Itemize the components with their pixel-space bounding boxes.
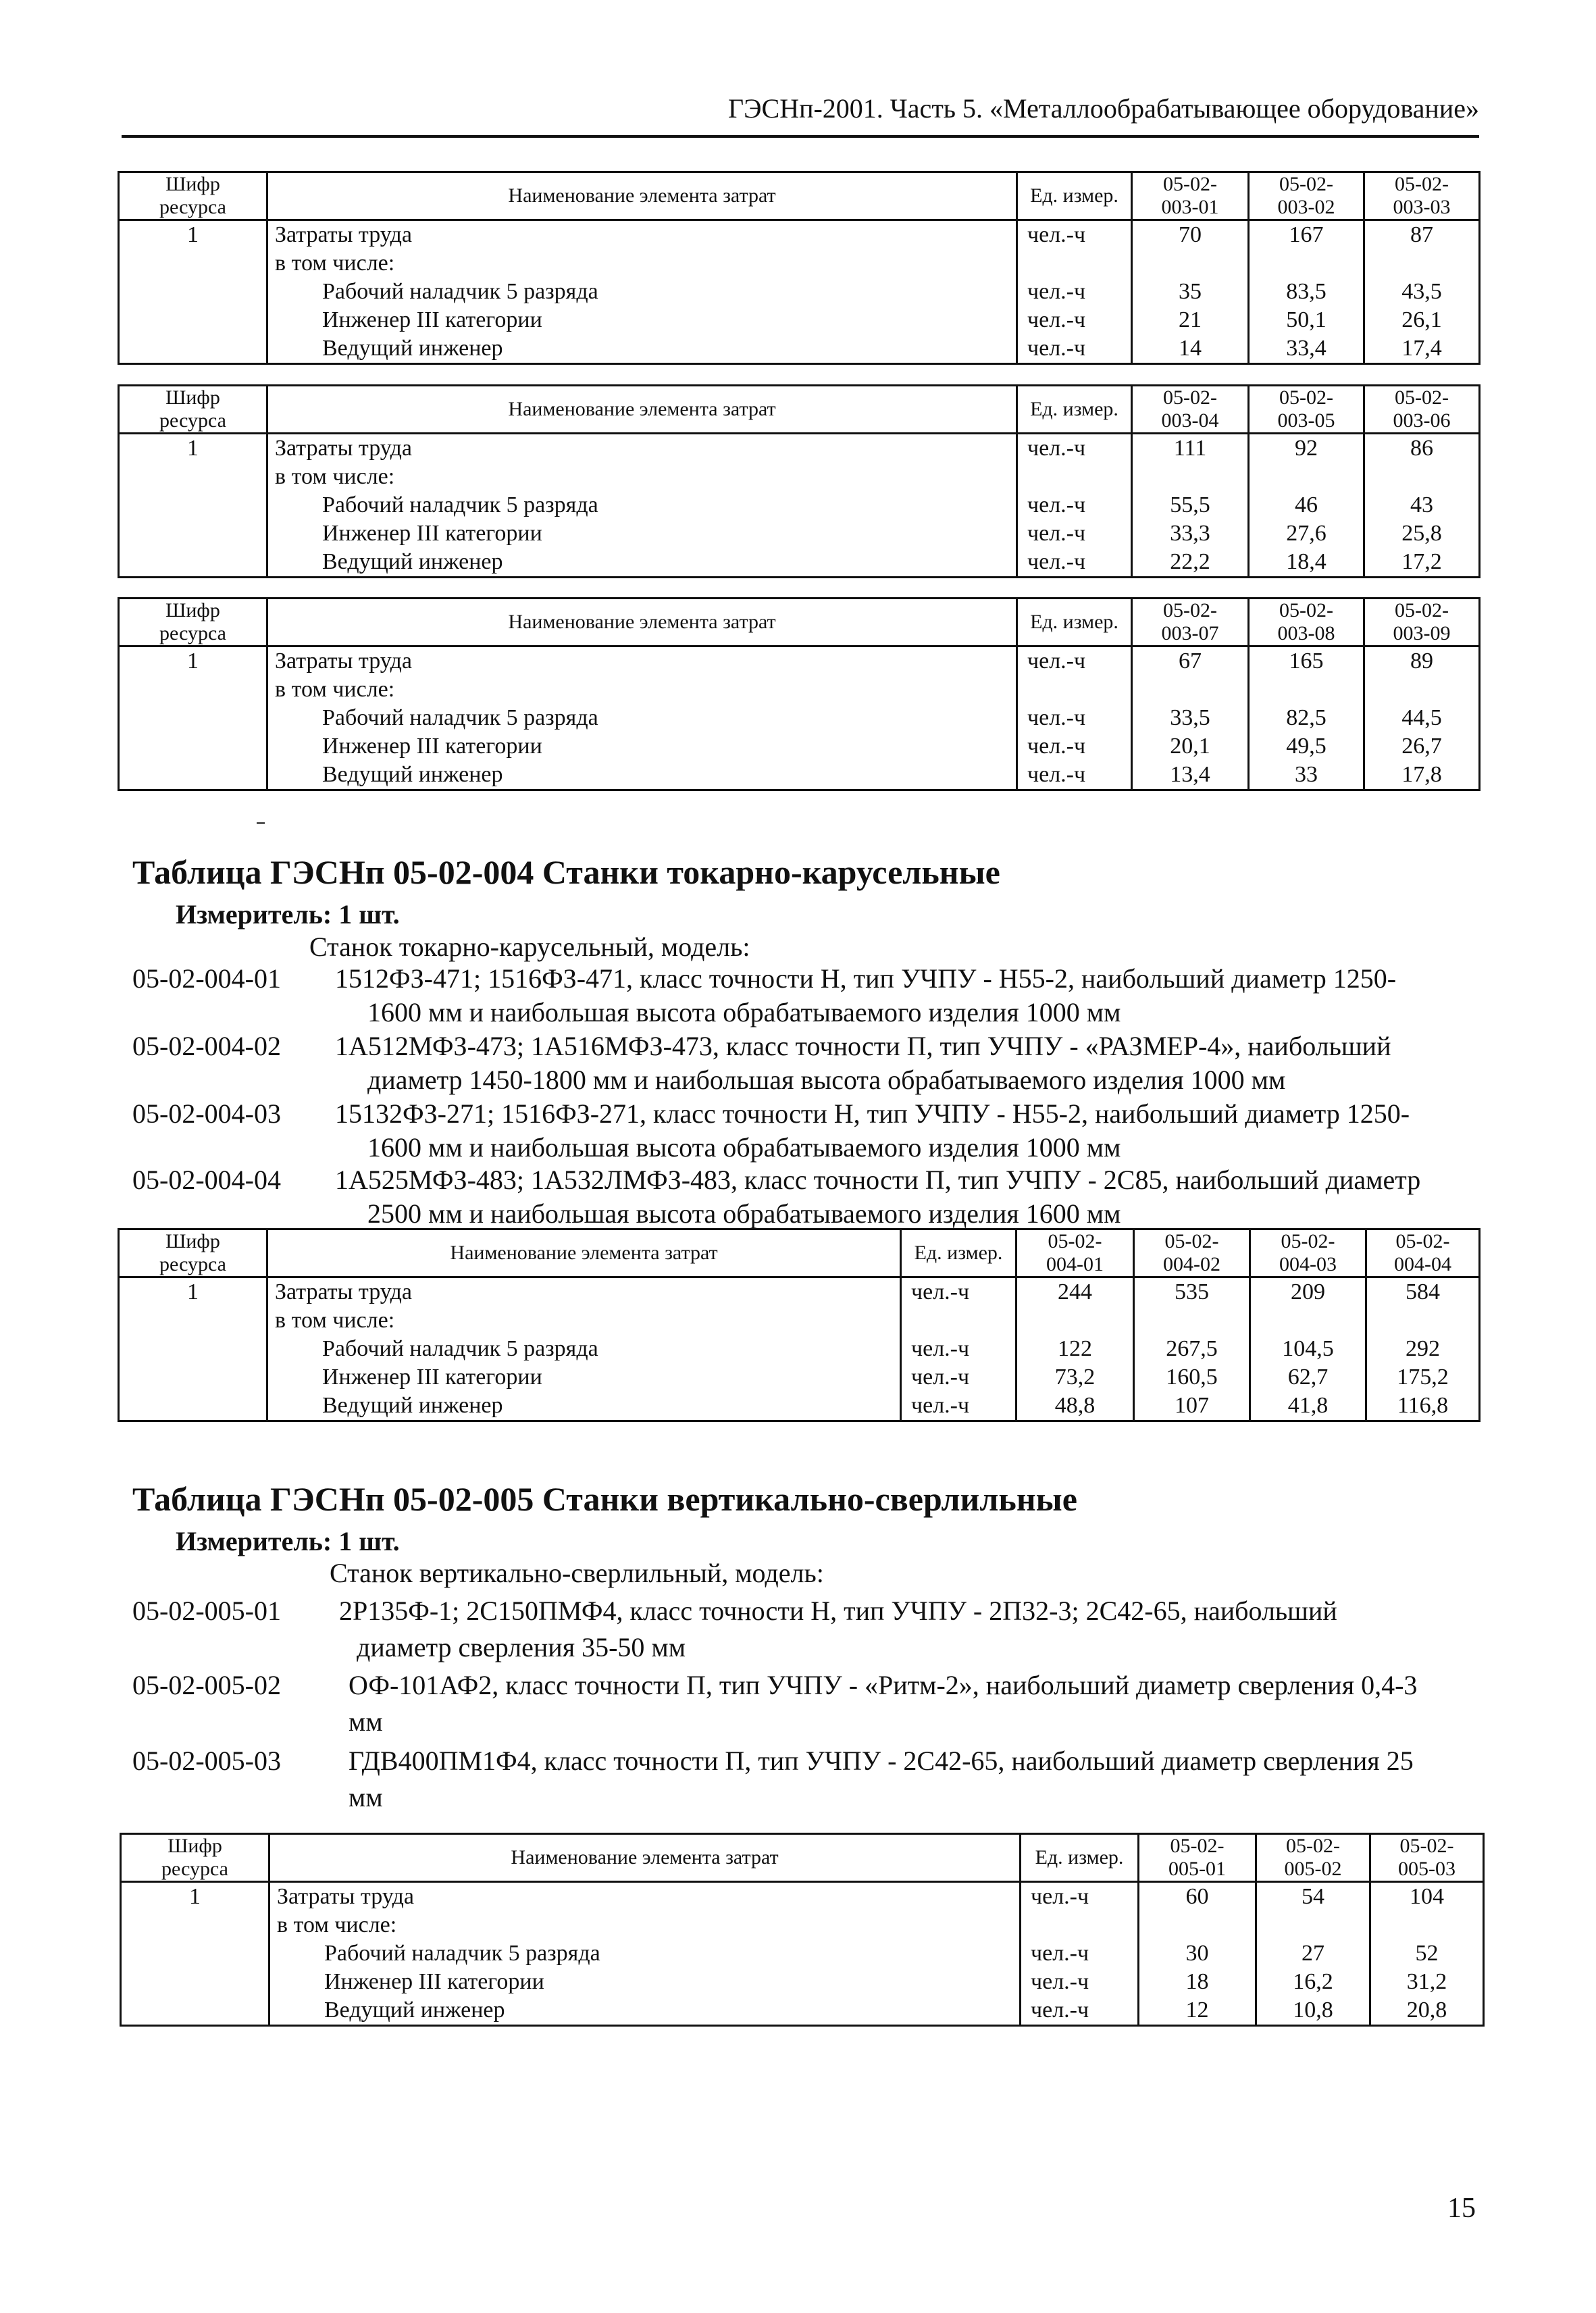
header-norm-code: 05-02- 003-04: [1132, 386, 1249, 434]
table-row: в том числе:: [121, 1911, 1484, 1939]
spec-code: 05-02-004-04: [132, 1165, 281, 1195]
spec-desc: ОФ-101АФ2, класс точности П, тип УЧПУ - «Ритм-2», наибольший диаметр сверления 0,4-3: [349, 1670, 1418, 1700]
table-row: Рабочий наладчик 5 разряда чел.-ч 33,5 82,5 44,5: [119, 704, 1480, 732]
header-norm-code: 05-02- 003-03: [1364, 172, 1480, 220]
header-norm-code: 05-02- 005-02: [1256, 1834, 1370, 1882]
spec-desc: 1600 мм и наибольшая высота обрабатываемого изделия 1000 мм: [367, 1132, 1121, 1163]
header-resource-code: Шифр ресурса: [119, 172, 267, 220]
table-row: в том числе:: [119, 676, 1480, 704]
header-unit: Ед. измер.: [901, 1229, 1016, 1277]
spec-code: 05-02-005-03: [132, 1746, 281, 1776]
header-norm-code: 05-02- 003-01: [1132, 172, 1249, 220]
resource-table: [118, 384, 1481, 578]
table-row: Рабочий наладчик 5 разряда чел.-ч 122 267,5 104,5 292: [119, 1335, 1480, 1363]
header-norm-code: 05-02- 003-07: [1132, 599, 1249, 646]
table-row: Ведущий инженер чел.-ч 22,2 18,4 17,2: [119, 548, 1480, 578]
table-row: Рабочий наладчик 5 разряда чел.-ч 35 83,5 43,5: [119, 278, 1480, 306]
table-row: Ведущий инженер чел.-ч 14 33,4 17,4: [119, 334, 1480, 364]
page-number: 15: [1447, 2193, 1476, 2224]
header-unit: Ед. измер.: [1021, 1834, 1139, 1882]
header-norm-code: 05-02- 005-03: [1370, 1834, 1484, 1882]
header-norm-code: 05-02- 003-06: [1364, 386, 1480, 434]
intro-text: Станок вертикально-сверлильный, модель:: [330, 1558, 824, 1588]
header-cost-name: Наименование элемента затрат: [269, 1834, 1021, 1882]
resource-table: [120, 1833, 1485, 2027]
spec-item: [132, 962, 1476, 1030]
spec-item: [132, 1593, 1476, 1666]
header-norm-code: 05-02- 004-03: [1250, 1229, 1366, 1277]
spec-item: [132, 1030, 1476, 1097]
intro-text: Станок токарно-карусельный, модель:: [309, 932, 750, 962]
header-norm-code: 05-02- 003-09: [1364, 599, 1480, 646]
header-norm-code: 05-02- 003-02: [1249, 172, 1364, 220]
resource-table: [118, 171, 1481, 365]
header-norm-code: 05-02- 004-04: [1366, 1229, 1480, 1277]
spec-item: [132, 1097, 1476, 1165]
header-norm-code: 05-02- 005-01: [1139, 1834, 1256, 1882]
spec-desc: 2500 мм и наибольшая высота обрабатываемого изделия 1600 мм: [367, 1198, 1121, 1229]
table-row: Инженер III категории чел.-ч 18 16,2 31,2: [121, 1968, 1484, 1996]
header-cost-name: Наименование элемента затрат: [267, 1229, 901, 1277]
table-row: 1 Затраты труда чел.-ч 60 54 104: [121, 1882, 1484, 1912]
table-row: 1 Затраты труда чел.-ч 70 167 87: [119, 220, 1480, 250]
spec-item: [132, 1667, 1476, 1740]
resource-table: [118, 1228, 1481, 1422]
spec-desc: 1А525МФЗ-483; 1А532ЛМФЗ-483, класс точности П, тип УЧПУ - 2С85, наибольший диаметр: [335, 1165, 1421, 1195]
table-row: 1 Затраты труда чел.-ч 111 92 86: [119, 434, 1480, 463]
running-title: ГЭСНп-2001. Часть 5. «Металлообрабатывающее оборудование»: [727, 93, 1479, 124]
table-row: 1 Затраты труда чел.-ч 244 535 209 584: [119, 1277, 1480, 1307]
header-resource-code: Шифр ресурса: [121, 1834, 269, 1882]
header-cost-name: Наименование элемента затрат: [267, 172, 1017, 220]
spec-desc: ГДВ400ПМ1Ф4, класс точности П, тип УЧПУ - 2С42-65, наибольший диаметр сверления 25: [349, 1746, 1414, 1776]
table-row: в том числе:: [119, 463, 1480, 491]
spec-item: [132, 1163, 1476, 1231]
table-row: в том числе:: [119, 1306, 1480, 1335]
spec-item: [132, 1743, 1476, 1816]
table-row: Ведущий инженер чел.-ч 13,4 33 17,8: [119, 761, 1480, 790]
table-row: Инженер III категории чел.-ч 73,2 160,5 62,7 175,2: [119, 1363, 1480, 1392]
spec-code: 05-02-005-01: [132, 1596, 281, 1626]
header-resource-code: Шифр ресурса: [119, 386, 267, 434]
measure-label: Измеритель: 1 шт.: [176, 1526, 400, 1556]
resource-table: [118, 597, 1481, 791]
measure-label: Измеритель: 1 шт.: [176, 899, 400, 930]
table-row: Ведущий инженер чел.-ч 12 10,8 20,8: [121, 1996, 1484, 2026]
running-header: [122, 88, 1479, 138]
spec-desc: диаметр сверления 35-50 мм: [357, 1632, 686, 1662]
table-row: Ведущий инженер чел.-ч 48,8 107 41,8 116,8: [119, 1392, 1480, 1421]
table-row: Инженер III категории чел.-ч 33,3 27,6 25,8: [119, 519, 1480, 548]
spec-desc: мм: [349, 1706, 383, 1737]
header-resource-code: Шифр ресурса: [119, 1229, 267, 1277]
table-row: Инженер III категории чел.-ч 21 50,1 26,1: [119, 306, 1480, 334]
spec-code: 05-02-004-02: [132, 1031, 281, 1061]
header-unit: Ед. измер.: [1017, 386, 1132, 434]
section-title: Таблица ГЭСНп 05-02-005 Станки вертикально-сверлильные: [132, 1480, 1077, 1518]
header-cost-name: Наименование элемента затрат: [267, 599, 1017, 646]
table-row: Рабочий наладчик 5 разряда чел.-ч 30 27 52: [121, 1939, 1484, 1968]
header-unit: Ед. измер.: [1017, 599, 1132, 646]
header-norm-code: 05-02- 004-01: [1016, 1229, 1134, 1277]
table-row: Рабочий наладчик 5 разряда чел.-ч 55,5 46 43: [119, 491, 1480, 519]
spec-code: 05-02-004-03: [132, 1098, 281, 1129]
section-title: Таблица ГЭСНп 05-02-004 Станки токарно-карусельные: [132, 853, 1000, 891]
header-cost-name: Наименование элемента затрат: [267, 386, 1017, 434]
spec-desc: 2Р135Ф-1; 2С150ПМФ4, класс точности Н, тип УЧПУ - 2П32-3; 2С42-65, наибольший: [339, 1596, 1337, 1626]
header-norm-code: 05-02- 004-02: [1134, 1229, 1250, 1277]
scan-mark: [257, 822, 265, 824]
header-unit: Ед. измер.: [1017, 172, 1132, 220]
spec-desc: 1600 мм и наибольшая высота обрабатываемого изделия 1000 мм: [367, 997, 1121, 1027]
table-row: 1 Затраты труда чел.-ч 67 165 89: [119, 646, 1480, 676]
spec-code: 05-02-005-02: [132, 1670, 281, 1700]
table-row: Инженер III категории чел.-ч 20,1 49,5 26,7: [119, 732, 1480, 761]
table-row: в том числе:: [119, 249, 1480, 278]
spec-desc: 1512ФЗ-471; 1516ФЗ-471, класс точности Н, тип УЧПУ - Н55-2, наибольший диаметр 1250-: [335, 963, 1397, 994]
spec-desc: 1А512МФЗ-473; 1А516МФЗ-473, класс точности П, тип УЧПУ - «РАЗМЕР-4», наибольший: [335, 1031, 1391, 1061]
spec-desc: 15132ФЗ-271; 1516ФЗ-271, класс точности Н, тип УЧПУ - Н55-2, наибольший диаметр 1250-: [335, 1098, 1410, 1129]
header-norm-code: 05-02- 003-05: [1249, 386, 1364, 434]
header-norm-code: 05-02- 003-08: [1249, 599, 1364, 646]
spec-desc: мм: [349, 1782, 383, 1812]
spec-desc: диаметр 1450-1800 мм и наибольшая высота обрабатываемого изделия 1000 мм: [367, 1065, 1286, 1095]
header-resource-code: Шифр ресурса: [119, 599, 267, 646]
spec-code: 05-02-004-01: [132, 963, 281, 994]
